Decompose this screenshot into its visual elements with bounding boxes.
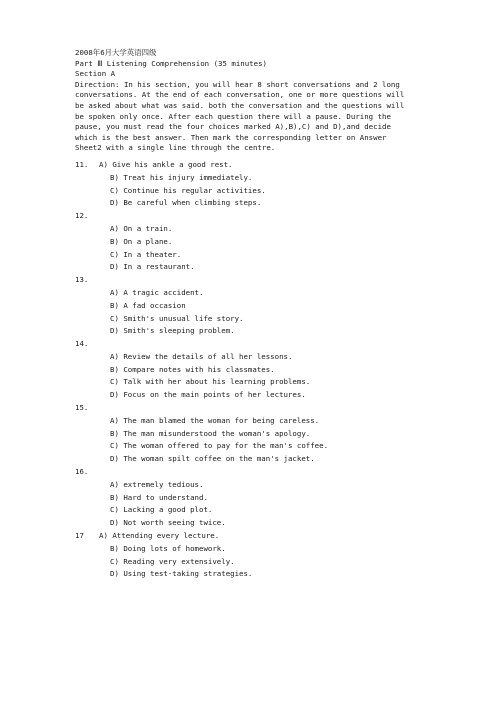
question-number: 13. (75, 275, 89, 285)
directions-line: be asked about what was said. both the conversation and the questions will (75, 100, 405, 110)
option-c: C) Lacking a good plot. (110, 505, 213, 515)
question-17 (75, 530, 421, 581)
option-a: A) Review the details of all her lessons. (110, 351, 293, 361)
option-d: D) Smith's sleeping problem. (110, 326, 235, 336)
option-a: A) Give his ankle a good rest. (99, 159, 233, 169)
option-a: A) A tragic accident. (110, 287, 204, 297)
option-b: B) Compare notes with his classmates. (110, 364, 275, 374)
option-b: B) Hard to understand. (110, 492, 208, 502)
question-11 (75, 159, 421, 210)
directions-paragraph (75, 80, 421, 154)
question-number: 17 (75, 531, 84, 541)
option-c: C) The woman offered to pay for the man's coffee. (110, 441, 329, 451)
option-a: A) extremely tedious. (110, 479, 204, 489)
option-c: C) Continue his regular activities. (110, 185, 266, 195)
question-15 (75, 402, 421, 466)
option-d: D) Using test-taking strategies. (110, 569, 253, 579)
directions-line: conversations. At the end of each conversation, one or more questions will (75, 90, 405, 100)
question-number: 14. (75, 339, 89, 349)
question-number: 12. (75, 211, 89, 221)
option-c: C) Talk with her about his learning problems. (110, 377, 311, 387)
option-b: B) On a plane. (110, 236, 173, 246)
directions-line: Direction: In his section, you will hear 8 short conversations and 2 long (75, 79, 400, 89)
option-d: D) Not worth seeing twice. (110, 518, 226, 528)
question-number: 16. (75, 467, 89, 477)
question-12 (75, 210, 421, 274)
option-d: D) Focus on the main points of her lectures. (110, 390, 306, 400)
option-b: B) Treat his injury immediately. (110, 172, 253, 182)
option-c: C) In a theater. (110, 249, 182, 259)
section-heading: Section A (75, 69, 116, 79)
option-d: D) Be careful when climbing steps. (110, 198, 262, 208)
part-heading: Part Ⅲ Listening Comprehension (35 minutes) (75, 58, 267, 68)
option-c: C) Reading very extensively. (110, 556, 235, 566)
option-d: D) In a restaurant. (110, 262, 195, 272)
option-a: A) Attending every lecture. (99, 531, 220, 541)
directions-line: Sheet2 with a single line through the centre. (75, 143, 276, 153)
option-b: B) Doing lots of homework. (110, 543, 226, 553)
option-c: C) Smith's unusual life story. (110, 313, 244, 323)
question-13 (75, 274, 421, 338)
option-a: A) On a train. (110, 223, 173, 233)
exam-title: 2008年6月大学英语四级 (75, 48, 157, 57)
directions-line: which is the best answer. Then mark the corresponding letter on Answer (75, 132, 387, 142)
option-d: D) The woman spilt coffee on the man's jacket. (110, 454, 315, 464)
option-a: A) The man blamed the woman for being careless. (110, 415, 320, 425)
question-number: 15. (75, 403, 89, 413)
directions-line: pause, you must read the four choices marked A),B),C) and D),and decide (75, 122, 391, 132)
option-b: B) A fad occasion (110, 300, 186, 310)
directions-line: be spoken only once. After each question there will a pause. During the (75, 111, 391, 121)
option-b: B) The man misunderstood the woman's apology. (110, 428, 311, 438)
document-content (75, 48, 421, 581)
question-14 (75, 338, 421, 402)
question-number: 11. (75, 159, 89, 169)
question-16 (75, 466, 421, 530)
